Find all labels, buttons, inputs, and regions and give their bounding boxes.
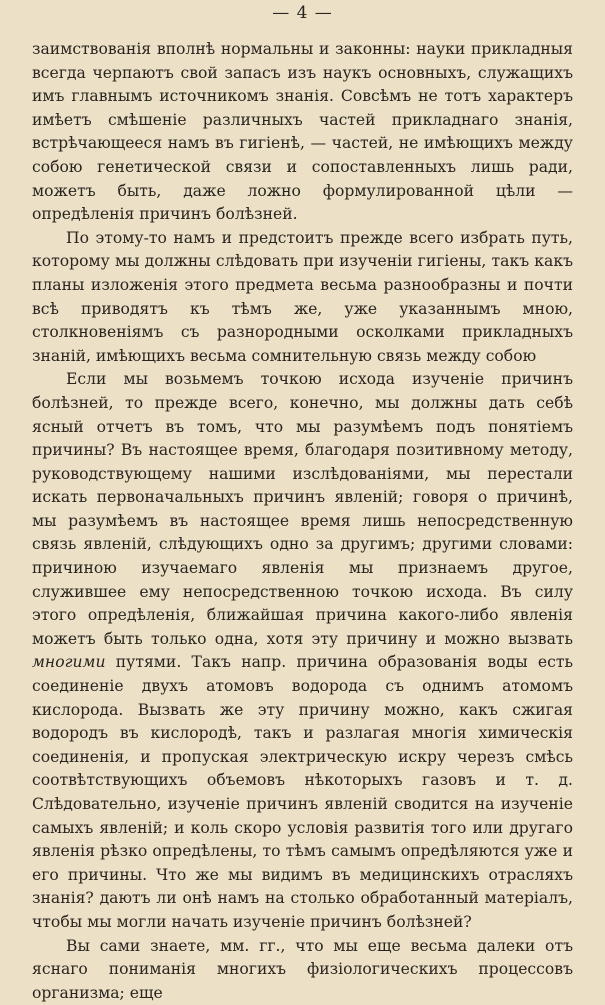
- text-run: заимствованія вполнѣ нормальны и законны: науки прикладныя всегда черпаютъ свой запасъ изъ наукъ основныхъ, служащихъ имъ главнымъ источникомъ знанія. Совсѣмъ не тотъ характеръ имѣетъ смѣшеніе различныхъ частей прикладнаго знанія, встрѣчающееся намъ въ гигіенѣ, — частей, не имѣющихъ между собою генетической связи и сопоставленныхъ лишь ради, можетъ быть, даже ложно формулированной цѣли — опредѣленія причинъ болѣзней.: [32, 40, 573, 224]
- text-run: По этому-то намъ и предстоитъ прежде всего избрать путь, которому мы должны слѣдовать при изученіи гигіены, такъ какъ планы изложенія этого предмета весьма разнообразны и почти всѣ приводятъ къ тѣмъ же, уже указаннымъ мною, столкновеніямъ съ разнородными осколками прикладныхъ знаній, имѣющихъ весьма сомнительную связь между собою: [32, 228, 573, 365]
- body-text: [32, 38, 573, 1005]
- paragraph: [32, 368, 573, 934]
- paragraph: [32, 38, 573, 227]
- paragraph: [32, 227, 573, 369]
- emphasis-text: многими: [32, 653, 106, 672]
- text-run: Если мы возьмемъ точкою исхода изученіе причинъ болѣзней, то прежде всего, конечно, мы должны дать себѣ ясный отчетъ въ томъ, что мы разумѣемъ подъ понятіемъ причины? Въ настоящее время, благодаря позитивному методу, руководствующему нашими изслѣдованіями, мы перестали искать первоначальныхъ причинъ явленій; говоря о причинѣ, мы разумѣемъ въ настоящее время лишь непосредственную связь явленій, слѣдующихъ одно за другимъ; другими словами: причиною изучаемаго явленія мы признаемъ другое, служившее ему непосредственною точкою исхода. Въ силу этого опредѣленія, ближайшая причина какого-либо явленія можетъ быть только одна, хотя эту причину и можно вызвать: [32, 370, 573, 648]
- text-run: Вы сами знаете, мм. гг., что мы еще весьма далеки отъ яснаго пониманія многихъ физіологическихъ процессовъ организма; еще: [32, 936, 573, 1002]
- page-number: — 4 —: [272, 3, 333, 23]
- paragraph: [32, 935, 573, 1005]
- text-run: путями. Такъ напр. причина образованія воды есть соединеніе двухъ атомовъ водорода съ однимъ атомомъ кислорода. Вызвать же эту причину можно, какъ сжигая водородъ въ кислородѣ, такъ и разлагая многія химическія соединенія, и пропуская электрическую искру черезъ смѣсь соотвѣтствующихъ объемовъ нѣкоторыхъ газовъ и т. д. Слѣдовательно, изученіе причинъ явленій сводится на изученіе самыхъ явленій; и коль скоро условія развитія того или другаго явленія рѣзко опредѣлены, то тѣмъ самымъ опредѣляются уже и его причины. Что же мы видимъ въ медицинскихъ отрасляхъ знанія? даютъ ли онѣ намъ на столько обработанный матеріалъ, чтобы мы могли начать изученіе причинъ болѣзней?: [32, 653, 573, 931]
